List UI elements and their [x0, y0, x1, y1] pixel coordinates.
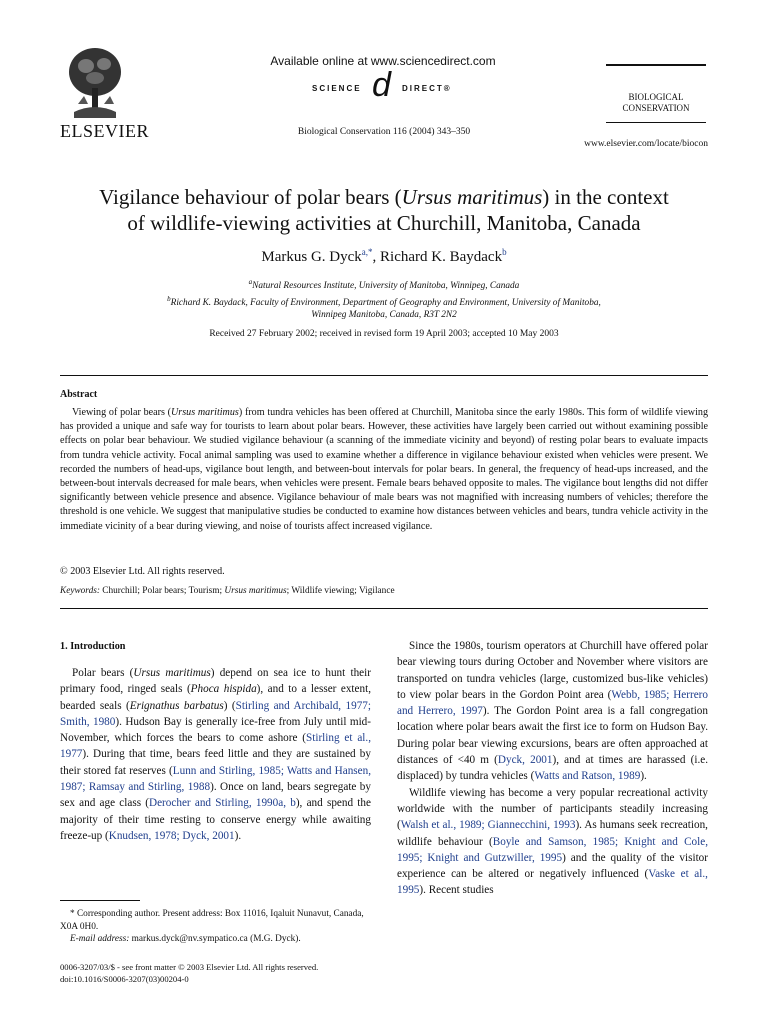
- doi-line[interactable]: doi:10.1016/S0006-3207(03)00204-0: [60, 974, 189, 984]
- title-line2: of wildlife-viewing activities at Churchill, Manitoba, Canada: [127, 211, 641, 235]
- journal-url-link[interactable]: www.elsevier.com/locate/biocon: [584, 139, 708, 149]
- footnote-rule: [60, 900, 140, 901]
- species-name: Ursus maritimus: [133, 667, 211, 679]
- issn-doi: [60, 961, 400, 985]
- elsevier-tree-logo-icon: [64, 42, 126, 120]
- text: ). During that time, bears feed little and they are sustained by their stored fat reserves (: [60, 748, 371, 777]
- email-address[interactable]: markus.dyck@nv.sympatico.ca (M.G. Dyck).: [129, 934, 301, 944]
- keywords-label: Keywords:: [60, 586, 100, 596]
- author-2-affil-link[interactable]: b: [502, 247, 507, 257]
- affiliation-a-mark: a: [248, 278, 253, 286]
- journal-name-line1: BIOLOGICAL: [628, 92, 684, 102]
- abstract-rule-top: [60, 375, 708, 376]
- intro-paragraph-2: [397, 638, 708, 785]
- journal-rule-bottom: [606, 122, 706, 123]
- text: ).: [234, 829, 242, 842]
- species-name: Erignathus barbatus: [129, 699, 224, 712]
- abstract-t1: Viewing of polar bears (: [72, 407, 171, 418]
- body-column-right: [397, 638, 708, 899]
- text: ) depend on sea ice to hunt their primary food, ringed seals (: [60, 667, 371, 696]
- journal-name: [600, 92, 712, 114]
- species-name: Phoca hispida: [190, 683, 257, 696]
- citation-link[interactable]: Stirling et al., 1977: [60, 732, 371, 761]
- text: ). Hudson Bay is generally ice-free from July until mid-November, which forces the bears to come ashore (: [60, 715, 371, 745]
- abstract-heading: Abstract: [60, 389, 98, 400]
- citation-link[interactable]: Walsh et al., 1989; Giannecchini, 1993: [400, 819, 576, 832]
- abstract-species: Ursus maritimus: [171, 407, 239, 418]
- abstract-t2: ) from tundra vehicles has been offered at Churchill, Manitoba since the early 1980s. This form of wildlife viewing has provided a unique and safe way for tourists to learn about polar bears. However, these activities have largely been carried out without examining possible effects on polar bear behaviour. We studied vigilance behaviour (a scanning of the immediate vicinity and beyond) of resting polar bears to evaluate impacts from tundra vehicle activity. Focal animal sampling was used to examine whether a difference in vigilance behaviour existed when vehicles were present. We recorded the numbers of head-ups, vigilance bout length, and between-bout intervals for polar bears. In general, the frequency of head-ups increased, and the between-bout intervals decreased for male bears, when vehicles were present. Female bears behaved opposite to males. The vigilance bout lengths did not differ significantly between vehicle presence and absence. Vigilance behaviour of male bears was not magnified with increasing numbers of vehicles; therefore the threshold is one vehicle. We suggest that manipulative studies be conducted to examine how distances between vehicles and bears, tundra vehicle activity in the immediate vicinity of a bear during viewing, and noise of tourists affect increased vigilance.: [60, 407, 708, 532]
- text: ).: [640, 770, 647, 783]
- author-separator: ,: [372, 249, 381, 265]
- text: ). Recent studies: [419, 884, 494, 897]
- abstract-copyright: © 2003 Elsevier Ltd. All rights reserved.: [60, 566, 225, 577]
- citation-link[interactable]: Vaske et al., 1995: [397, 868, 708, 897]
- affiliation-a-text: Natural Resources Institute, University of Manitoba, Winnipeg, Canada: [252, 281, 520, 292]
- title-species: Ursus maritimus: [401, 185, 543, 209]
- keywords-2: ; Wildlife viewing; Vigilance: [286, 586, 395, 596]
- sd-logo-left: SCIENCE: [312, 84, 362, 93]
- text: ), and at times are harassed (i.e. displaced) by tundra vehicles (: [397, 754, 709, 783]
- section-heading-introduction: 1. Introduction: [60, 641, 126, 652]
- citation-link[interactable]: Watts and Ratson, 1989: [534, 770, 641, 783]
- email-label: E-mail address:: [70, 934, 130, 944]
- citation-link[interactable]: Boyle and Samson, 1985; Knight and Cole, 1995; Knight and Gutzwiller, 1995: [397, 835, 708, 864]
- text: ), and spend the majority of their time resting to conserve energy while awaiting freeze-up (: [60, 797, 371, 842]
- text: ). Once on land, bears segregate by sex and age class (: [60, 781, 371, 810]
- keywords: [60, 586, 708, 596]
- keywords-1: Churchill; Polar bears; Tourism;: [99, 586, 225, 596]
- affiliation-b-mark: b: [167, 294, 171, 303]
- received-dates: Received 27 February 2002; received in revised form 19 April 2003; accepted 10 May 2003: [209, 329, 559, 339]
- footnote-corresponding-author: * Corresponding author. Present address: Box 11016, Iqaluit Nunavut, Canada, X0A 0H0.: [60, 909, 364, 932]
- abstract-text: [60, 406, 708, 534]
- citation-link[interactable]: Derocher and Stirling, 1990a, b: [149, 797, 296, 810]
- footnote-email: [60, 933, 371, 946]
- citation-link[interactable]: Webb, 1985; Herrero and Herrero, 1997: [397, 688, 708, 718]
- text: Since the 1980s, tourism operators at Churchill have offered polar bear viewing tours during October and November where visitors are transported on tundra vehicles (large, customized bus-like vehicles) to view polar bears in the Gordon Point area (: [397, 640, 708, 701]
- sciencedirect-logo[interactable]: [268, 66, 498, 106]
- body-column-left: [60, 665, 371, 844]
- affiliation-b: [60, 293, 708, 310]
- citation-link[interactable]: Dyck, 2001: [497, 754, 553, 767]
- text: ). The Gordon Point area is a fall congregation location where polar bears await the first ice to form on Hudson Bay. During polar bear viewing excursions, bears are often approached at distances of <40 m (: [397, 705, 708, 767]
- article-title: [40, 184, 728, 236]
- text: ), and to a lesser extent, bearded seals (: [60, 683, 371, 712]
- affiliation-b-line2: Winnipeg Manitoba, Canada, R3T 2N2: [311, 310, 457, 321]
- text: Wildlife viewing has become a very popular recreational activity worldwide with the number of participants steadily increasing (: [397, 786, 708, 832]
- text: ) and the quality of the visitor experience can be altered or negatively influenced (: [397, 851, 708, 881]
- text: ) (: [223, 699, 236, 712]
- footnote: [60, 908, 371, 946]
- author-1: Markus G. Dyck: [261, 249, 362, 265]
- sd-logo-at: d: [372, 66, 391, 104]
- affiliation-a: [60, 276, 708, 293]
- citation-link[interactable]: Stirling and Archibald, 1977; Smith, 1980: [60, 699, 372, 728]
- journal-rule-top: [606, 64, 706, 66]
- publisher-name: ELSEVIER: [60, 121, 149, 141]
- title-part1: Vigilance behaviour of polar bears (: [99, 185, 402, 209]
- available-online-text[interactable]: Available online at www.sciencedirect.com: [270, 54, 496, 68]
- intro-paragraph-1: [60, 665, 371, 844]
- abstract-rule-bottom: [60, 608, 708, 609]
- text: Polar bears (: [72, 667, 134, 679]
- text: ). As humans seek recreation, wildlife behaviour (: [397, 819, 708, 848]
- citation-link[interactable]: Knudsen, 1978; Dyck, 2001: [108, 829, 235, 842]
- author-1-affil-link[interactable]: a,*: [361, 247, 373, 257]
- journal-name-line2: CONSERVATION: [622, 103, 690, 113]
- intro-paragraph-3: [397, 785, 708, 899]
- affiliations: [60, 276, 708, 322]
- keywords-species: Ursus maritimus: [224, 586, 287, 596]
- journal-citation: Biological Conservation 116 (2004) 343–350: [297, 127, 471, 137]
- affiliation-b-line1: Richard K. Baydack, Faculty of Environment, Department of Geography and Environment, University of Manitoba,: [170, 297, 601, 308]
- issn-line: 0006-3207/03/$ - see front matter © 2003 Elsevier Ltd. All rights reserved.: [60, 962, 319, 972]
- author-list: [40, 247, 728, 266]
- citation-link[interactable]: Lunn and Stirling, 1985; Watts and Hansen, 1987; Ramsay and Stirling, 1988: [60, 764, 371, 794]
- sd-logo-right: DIRECT®: [402, 84, 452, 93]
- author-2: Richard K. Baydack: [380, 249, 503, 265]
- title-part2: ) in the context: [542, 185, 669, 209]
